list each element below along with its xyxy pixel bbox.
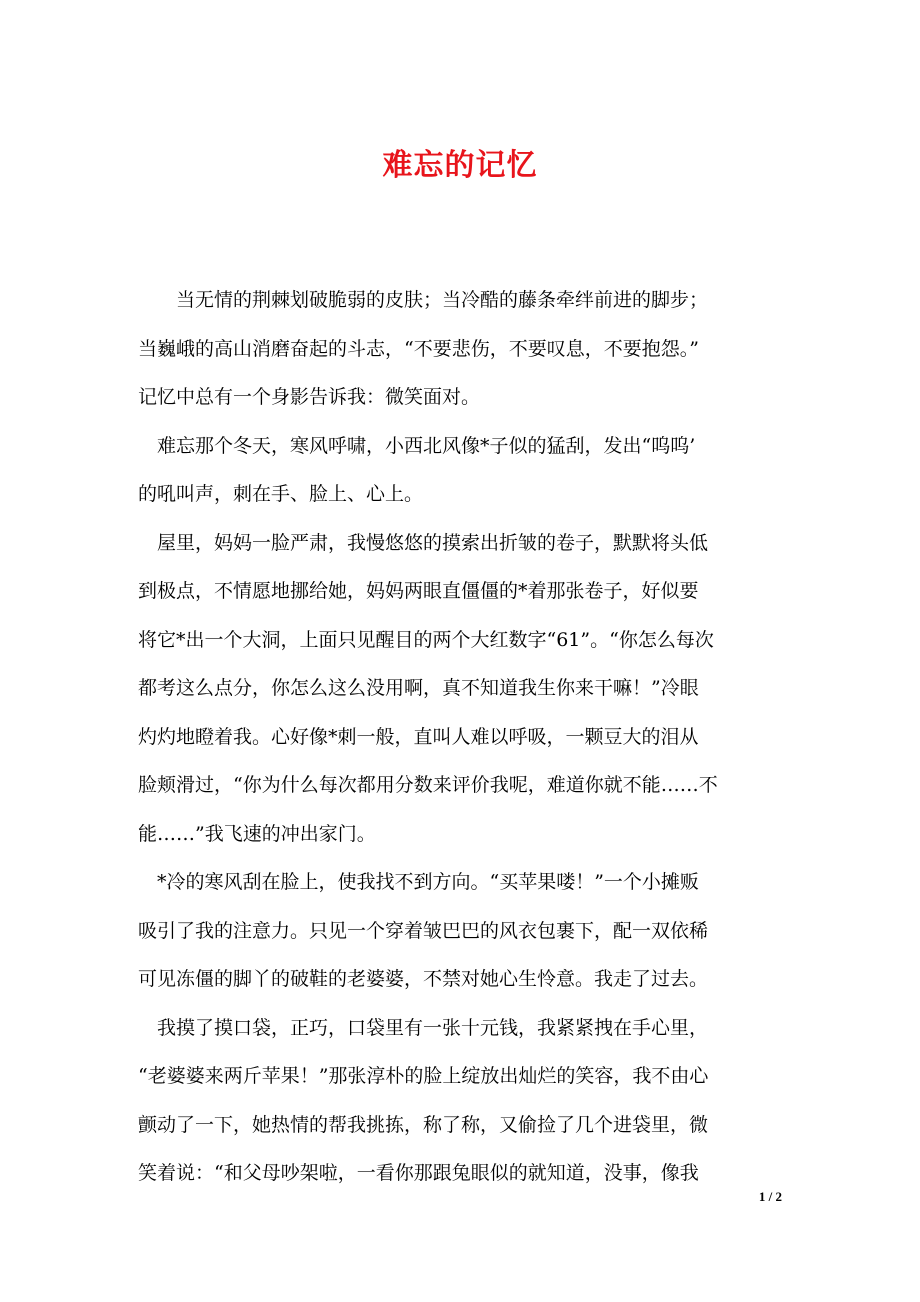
text-line: 难忘那个冬天，寒风呼啸，小西北风像*子似的猛刮，发出“呜呜’ [138,434,696,457]
text-line: “老婆婆来两斤苹果！”那张淳朴的脸上绽放出灿烂的笑容，我不由心 [138,1065,709,1087]
text-line: 当巍峨的高山消磨奋起的斗志，“不要悲伤，不要叹息，不要抱怨。” [138,337,699,360]
text-line: *冷的寒风刮在脸上，使我找不到方向。“买苹果喽！”一个小摊贩 [138,871,699,893]
text-line: 能……”我飞速的冲出家门。 [138,822,376,845]
text-line: 都考这么点分，你怎么这么没用啊，真不知道我生你来干嘛！”冷眼 [138,677,699,699]
text-line: 笑着说：“和父母吵架啦，一看你那跟兔眼似的就知道，没事，像我 [138,1162,699,1184]
text-line: 脸颊滑过，“你为什么每次都用分数来评价我呢，难道你就不能……不 [138,774,718,796]
text-line: 当无情的荆棘划破脆弱的皮肤；当冷酷的藤条牵绊前进的脚步； [138,289,709,311]
page-number: 1 / 2 [758,1189,782,1204]
text-line: 到极点，不情愿地挪给她，妈妈两眼直僵僵的*着那张卷子，好似要 [138,580,699,602]
text-line: 的吼叫声，刺在手、脸上、心上。 [138,483,424,505]
text-line: 记忆中总有一个身影告诉我：微笑面对。 [138,386,481,408]
text-line: 将它*出一个大洞，上面只见醒目的两个大红数字“61”。“你怎么每次 [138,628,714,651]
text-line: 灼灼地瞪着我。心好像*刺一般，直叫人难以呼吸，一颗豆大的泪从 [138,725,699,748]
text-line: 颤动了一下，她热情的帮我挑拣，称了称，又偷捡了几个进袋里，微 [138,1113,709,1136]
text-line: 吸引了我的注意力。只见一个穿着皱巴巴的风衣包裹下，配一双依稀 [138,919,709,942]
document-title: 难忘的记忆 [382,148,538,183]
text-line: 屋里，妈妈一脸严肃，我慢悠悠的摸索出折皱的卷子，默默将头低 [138,531,709,554]
document-body [138,276,798,1198]
text-line: 可见冻僵的脚丫的破鞋的老婆婆，不禁对她心生怜意。我走了过去。 [138,968,709,990]
text-line: 我摸了摸口袋，正巧，口袋里有一张十元钱，我紧紧拽在手心里， [138,1016,709,1039]
